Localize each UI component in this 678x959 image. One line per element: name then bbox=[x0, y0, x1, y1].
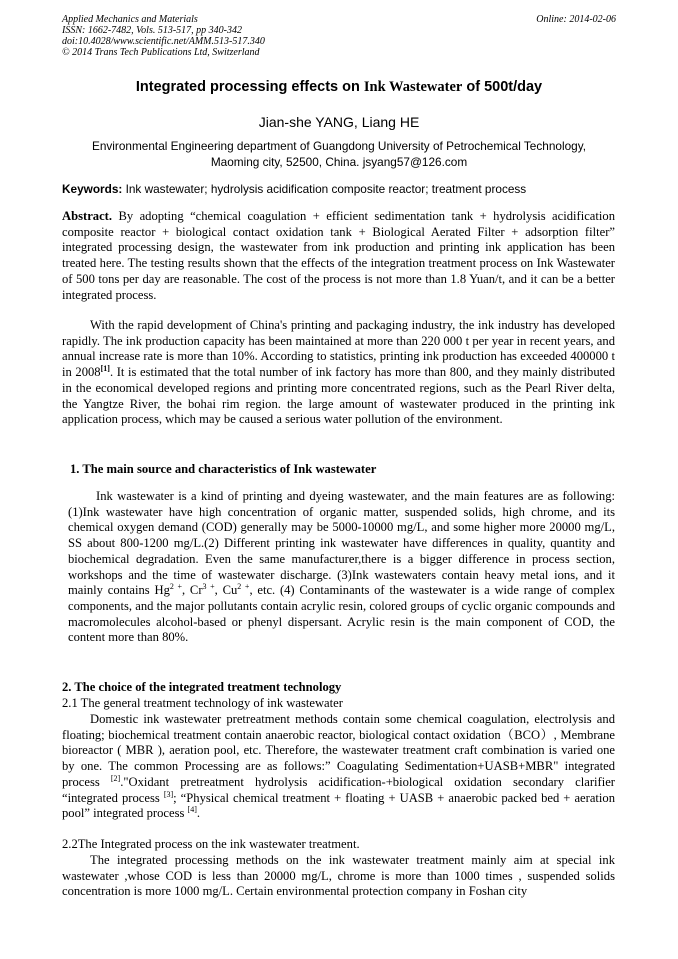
online-date: Online: 2014-02-06 bbox=[536, 14, 616, 25]
keywords bbox=[62, 182, 622, 196]
s2-text-1: Domestic ink wastewater pretreatment methods contain some chemical coagulation, electrolysis and floating; biochemical treatment contain anaerobic reactor, biological contact oxidation（BCO）, Membrane bioreactor ( MBR ), aeration pool, etc. Therefore, the wastewater treatment craft combination is varied one by one. The common Processing are as follows:” Coagulating Sedimentation+UASB+MBR" integrated process bbox=[62, 712, 615, 789]
cr-superscript: 3 + bbox=[202, 582, 215, 592]
keywords-text: Ink wastewater; hydrolysis acidification composite reactor; treatment process bbox=[122, 182, 527, 196]
abstract bbox=[62, 209, 615, 303]
s1-text-3: , Cu bbox=[214, 583, 238, 598]
hg-superscript: 2 + bbox=[169, 582, 183, 592]
title-part-2: Ink Wastewater bbox=[363, 79, 463, 95]
journal-name: Applied Mechanics and Materials bbox=[62, 14, 198, 25]
ref-2: [2] bbox=[110, 773, 121, 783]
s1-text-1: Ink wastewater is a kind of printing and dyeing wastewater, and the main features are as following: (1)Ink wastewater have high concentration of organic matter, suspended solids, high chrome, and its chemical oxygen demand (COD) generally may be 5000-10000 mg/L, and some higher more 20000 mg/L, SS about 800-1200 mg/L.(2) Different printing ink wastewater have differences in quality, quantity and biochemical degradation. Even the same manufacturer,there is a bigger difference in process section, workshops and the time of wastewater discharge. (3)Ink wastewaters contain heavy metal ions, and it mainly contains Hg bbox=[68, 489, 615, 598]
section-2-2-body bbox=[62, 853, 615, 900]
section-2-heading: 2. The choice of the integrated treatment technology bbox=[62, 680, 342, 694]
copyright-line: © 2014 Trans Tech Publications Ltd, Switzerland bbox=[62, 47, 260, 58]
affiliation-line-1: Environmental Engineering department of Guangdong University of Petrochemical Technology, bbox=[91, 139, 586, 153]
intro-text-1: With the rapid development of China's printing and packaging industry, the ink industry has developed rapidly. The ink production capacity has been maintained at more than 220 000 t per year in recent years, and annual increase rate is more than 10%. According to statistics, printing ink production has exceeded 400000 t in 2008 bbox=[62, 318, 615, 380]
journal-header bbox=[62, 14, 616, 58]
s2-text-4: . bbox=[196, 806, 201, 821]
ref-3: [3] bbox=[163, 789, 174, 799]
subsection-2-1-heading: 2.1 The general treatment technology of ink wastewater bbox=[62, 696, 343, 710]
intro-text-2: . It is estimated that the total number of ink factory has more than 800, and they mainly distributed in the economical developed regions and printing more concentrated regions, such as the Pearl River delta, the Yangtze River, the bohai rim region. the large amount of wastewater produced in the printing ink application process, which may be caused a serious water pollution of the environment. bbox=[62, 365, 615, 427]
subsection-2-2-heading: 2.2The Integrated process on the ink wastewater treatment. bbox=[62, 837, 360, 851]
keywords-label: Keywords: bbox=[62, 182, 123, 196]
s1-text-4: , etc. (4) Contaminants of the wastewater is a wide range of complex components, and the major pollutants contain acrylic resin, colored groups of cyclic organic compounds and macromolecules alcohol-based or phenyl dispersant. Acrylic resin is the main component of COD, the content more than 80%. bbox=[68, 583, 616, 645]
affiliation-line-2: Maoming city, 52500, China. jsyang57@126.com bbox=[210, 155, 468, 169]
ref-1: [1] bbox=[100, 363, 110, 373]
introduction bbox=[62, 318, 615, 428]
abstract-text: By adopting “chemical coagulation + efficient sedimentation tank + hydrolysis acidification composite reactor + biological contact oxidation tank + Biological Aerated Filter + adsorption filter” integrated processing design, the wastewater from ink production and printing ink application has been treated here. The testing results shown that the effects of the integration treatment process on Ink Wastewater of 500 tons per day are reasonable. The cost of the process is not more than 1.8 Yuan/t, and it can be a better integrated process. bbox=[62, 209, 615, 302]
s2-2-text: The integrated processing methods on the ink wastewater treatment mainly aim at special ink wastewater ,whose COD is less than 20000 mg/L, chrome is more than 1000 times , suspended solids concentration is more 1000 mg/L. Certain environmental protection company in Foshan city bbox=[62, 853, 615, 899]
affiliation bbox=[40, 138, 638, 170]
s2-text-2: ."Oxidant pretreatment hydrolysis acidification-+biological oxidation secondary clarifier “integrated process bbox=[62, 774, 615, 805]
section-2-1-body bbox=[62, 712, 615, 822]
issn-line: ISSN: 1662-7482, Vols. 513-517, pp 340-342 bbox=[62, 25, 242, 36]
section-1-body bbox=[68, 489, 615, 646]
ref-4: [4] bbox=[187, 805, 197, 815]
doi-line: doi:10.4028/www.scientific.net/AMM.513-517.340 bbox=[62, 36, 265, 47]
s2-text-3: ; “Physical chemical treatment + floating + UASB + anaerobic packed bed + aeration pool” integrated process bbox=[62, 790, 615, 821]
section-1-heading: 1. The main source and characteristics of Ink wastewater bbox=[70, 462, 377, 476]
abstract-label: Abstract. bbox=[62, 209, 113, 223]
title-part-1: Integrated processing effects on bbox=[135, 79, 364, 95]
s1-text-2: , Cr bbox=[182, 583, 203, 598]
paper-title bbox=[40, 79, 638, 96]
authors: Jian-she YANG, Liang HE bbox=[258, 114, 420, 130]
cu-superscript: 2 + bbox=[237, 582, 250, 592]
title-part-3: of 500t/day bbox=[462, 79, 543, 95]
